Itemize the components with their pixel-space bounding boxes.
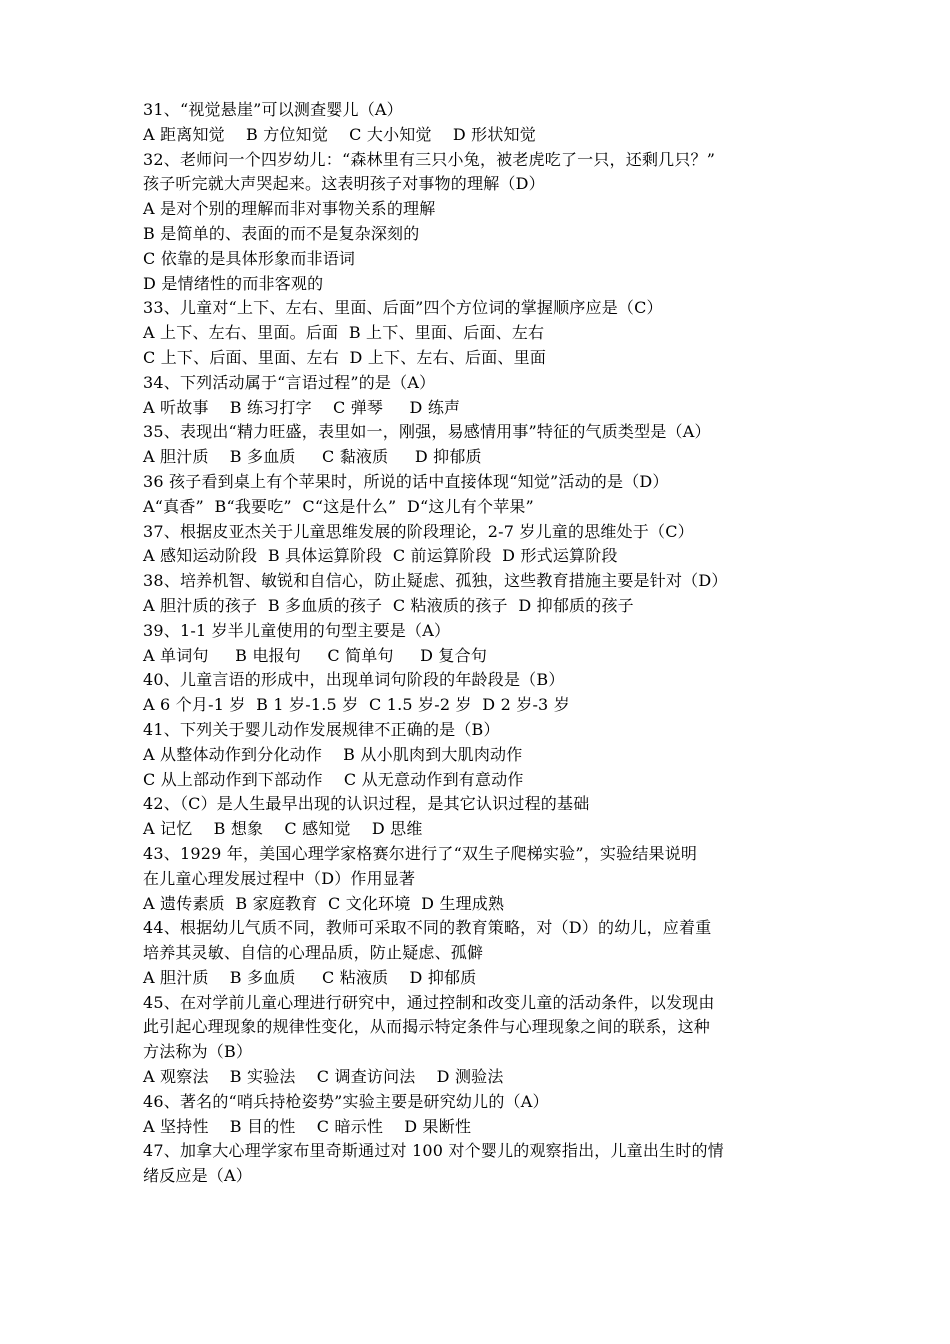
- text-line: A 上下、左右、里面。后面 B 上下、里面、后面、左右: [143, 323, 545, 343]
- text-line: 33、儿童对“上下、左右、里面、后面”四个方位词的掌握顺序应是（C）: [143, 298, 663, 318]
- text-line: 41、下列关于婴儿动作发展规律不正确的是（B）: [143, 719, 500, 739]
- document-body: [143, 98, 823, 1189]
- text-line: 孩子听完就大声哭起来。这表明孩子对事物的理解（D）: [143, 174, 545, 194]
- text-line: A 单词句 B 电报句 C 简单句 D 复合句: [143, 645, 488, 665]
- text-line: 44、根据幼儿气质不同，教师可采取不同的教育策略，对（D）的幼儿，应着重: [143, 918, 712, 938]
- text-line: 绪反应是（A）: [143, 1166, 252, 1186]
- text-line: 36 孩子看到桌上有个苹果时，所说的话中直接体现“知觉”活动的是（D）: [143, 471, 669, 491]
- text-line: A“真香” B“我要吃” C“这是什么” D“这儿有个苹果”: [143, 496, 534, 516]
- text-line: 47、加拿大心理学家布里奇斯通过对 100 对个婴儿的观察指出，儿童出生时的情: [143, 1141, 724, 1161]
- text-line: A 胆汁质 B 多血质 C 粘液质 D 抑郁质: [143, 967, 477, 987]
- text-line: 42、（C）是人生最早出现的认识过程，是其它认识过程的基础: [143, 794, 590, 814]
- text-line: 31、“视觉悬崖”可以测查婴儿（A）: [143, 100, 403, 119]
- text-line: 39、1-1 岁半儿童使用的句型主要是（A）: [143, 620, 451, 640]
- text-line: D 是情绪性的而非客观的: [143, 273, 324, 293]
- text-line: 46、著名的“哨兵持枪姿势”实验主要是研究幼儿的（A）: [143, 1091, 549, 1111]
- text-line: C 上下、后面、里面、左右 D 上下、左右、后面、里面: [143, 347, 547, 367]
- text-line: A 胆汁质 B 多血质 C 黏液质 D 抑郁质: [143, 447, 482, 467]
- text-line: A 6 个月-1 岁 B 1 岁-1.5 岁 C 1.5 岁-2 岁 D 2 岁-3 岁: [143, 695, 570, 715]
- text-line: A 距离知觉 B 方位知觉 C 大小知觉 D 形状知觉: [143, 124, 536, 144]
- text-line: A 坚持性 B 目的性 C 暗示性 D 果断性: [143, 1116, 472, 1136]
- text-line: 34、下列活动属于“言语过程”的是（A）: [143, 372, 436, 392]
- text-line: 45、在对学前儿童心理进行研究中，通过控制和改变儿童的活动条件，以发现由: [143, 992, 715, 1012]
- text-line: C 从上部动作到下部动作 C 从无意动作到有意动作: [143, 769, 524, 789]
- text-line: 方法称为（B）: [143, 1042, 253, 1062]
- text-line: 在儿童心理发展过程中（D）作用显著: [143, 868, 416, 888]
- text-line: C 依靠的是具体形象而非语词: [143, 248, 356, 268]
- text-line: 培养其灵敏、自信的心理品质，防止疑虑、孤僻: [143, 943, 484, 963]
- text-line: 40、儿童言语的形成中，出现单词句阶段的年龄段是（B）: [143, 670, 565, 690]
- text-line: B 是简单的、表面的而不是复杂深刻的: [143, 223, 420, 243]
- text-line: A 胆汁质的孩子 B 多血质的孩子 C 粘液质的孩子 D 抑郁质的孩子: [143, 595, 634, 615]
- text-line: 35、表现出“精力旺盛，表里如一，刚强，易感情用事”特征的气质类型是（A）: [143, 422, 711, 442]
- text-line: A 遗传素质 B 家庭教育 C 文化环境 D 生理成熟: [143, 893, 505, 913]
- text-line: 38、培养机智、敏锐和自信心，防止疑虑、孤独，这些教育措施主要是针对（D）: [143, 571, 728, 591]
- text-line: 32、老师问一个四岁幼儿：“森林里有三只小兔，被老虎吃了一只，还剩几只？”: [143, 149, 716, 169]
- text-line: 43、1929 年，美国心理学家格赛尔进行了“双生子爬梯实验”，实验结果说明: [143, 843, 698, 863]
- text-line: A 记忆 B 想象 C 感知觉 D 思维: [143, 819, 423, 839]
- text-line: A 感知运动阶段 B 具体运算阶段 C 前运算阶段 D 形式运算阶段: [143, 546, 618, 566]
- text-line: 37、根据皮亚杰关于儿童思维发展的阶段理论，2-7 岁儿童的思维处于（C）: [143, 521, 694, 541]
- text-line: A 从整体动作到分化动作 B 从小肌肉到大肌肉动作: [143, 744, 523, 764]
- text-line: A 观察法 B 实验法 C 调查访问法 D 测验法: [143, 1067, 504, 1087]
- text-line: A 是对个别的理解而非对事物关系的理解: [143, 199, 436, 219]
- text-line: A 听故事 B 练习打字 C 弹琴 D 练声: [143, 397, 461, 417]
- text-line: 此引起心理现象的规律性变化，从而揭示特定条件与心理现象之间的联系，这种: [143, 1017, 711, 1037]
